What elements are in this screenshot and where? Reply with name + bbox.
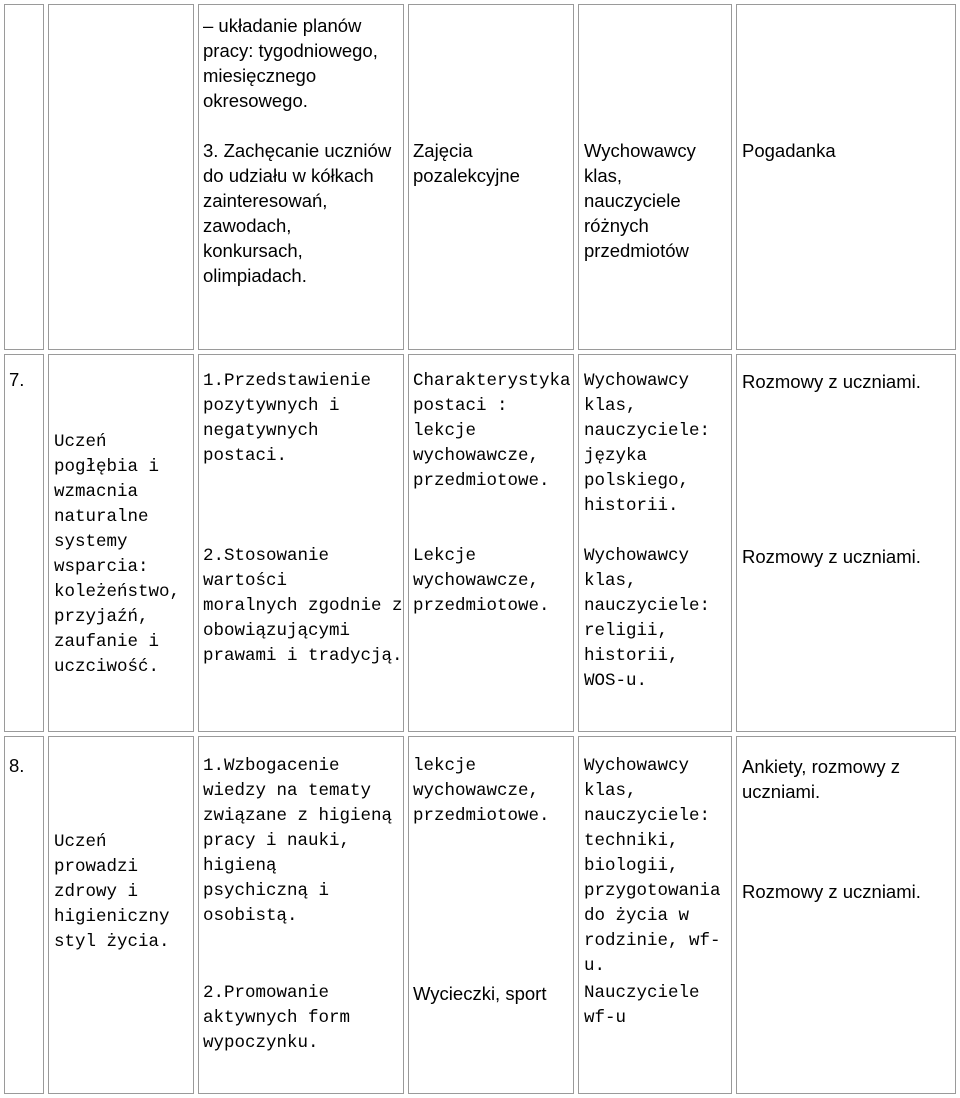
row-a-forms-text: Zajęcia pozalekcyjne (413, 140, 520, 186)
row-7-forms-cell (408, 354, 574, 732)
row-8-form-1: lekcje wychowawcze, przedmiotowe. (413, 756, 550, 826)
row-8-task-1: 1.Wzbogacenie wiedzy na tematy związane z higieną pracy i nauki, higieną psychiczną i osobistą. (203, 756, 393, 926)
row-8-form-2: Wycieczki, sport (413, 983, 547, 1004)
row-7-form-2: Lekcje wychowawcze, przedmiotowe. (413, 546, 550, 616)
row-8-forms-cell (408, 736, 574, 1094)
row-7-goal-cell (48, 354, 194, 732)
row-a-evaluation-cell (736, 4, 956, 350)
row-7-number: 7. (9, 369, 25, 390)
row-7-responsible-cell (578, 354, 732, 732)
row-8-number: 8. (9, 755, 25, 776)
row-a-responsible-cell (578, 4, 732, 350)
row-8-responsible-cell (578, 736, 732, 1094)
row-7-evaluation-cell (736, 354, 956, 732)
row-7-number-cell (4, 354, 44, 732)
row-8-evaluation-2: Rozmowy z uczniami. (742, 881, 921, 902)
row-8-responsible-1: Wychowawcy klas, nauczyciele: techniki, biologii, przygotowania do życia w rodzinie, wf-u. (584, 756, 721, 976)
row-8-goal-cell (48, 736, 194, 1094)
row-7-form-1: Charakterystyka postaci : lekcje wychowawcze, przedmiotowe. (413, 371, 571, 491)
row-8-number-cell (4, 736, 44, 1094)
row-a-evaluation-text: Pogadanka (742, 140, 836, 161)
row-7-goal-text: Uczeń pogłębia i wzmacnia naturalne systemy wsparcia: koleżeństwo, przyjaźń, zaufanie i uczciwość. (54, 432, 181, 677)
row-7-task-1: 1.Przedstawienie pozytywnych i negatywnych postaci. (203, 371, 372, 466)
row-a-tasks-text: – układanie planów pracy: tygodniowego, miesięcznego okresowego. 3. Zachęcanie uczniów do udziału w kółkach zainteresowań, zawodach, konkursach, olimpiadach. (203, 15, 392, 286)
row-7-evaluation-1: Rozmowy z uczniami. (742, 371, 921, 392)
row-a-forms-cell (408, 4, 574, 350)
row-7-tasks-cell (198, 354, 404, 732)
row-8-evaluation-cell (736, 736, 956, 1094)
row-8-tasks-cell (198, 736, 404, 1094)
row-7-responsible-1: Wychowawcy klas, nauczyciele: języka polskiego, historii. (584, 371, 711, 516)
row-8-goal-text: Uczeń prowadzi zdrowy i higieniczny styl życia. (54, 832, 170, 952)
row-a-number-cell (4, 4, 44, 350)
row-7-responsible-2: Wychowawcy klas, nauczyciele: religii, historii, WOS-u. (584, 546, 711, 691)
row-8-evaluation-1: Ankiety, rozmowy z uczniami. (742, 756, 900, 802)
row-a-responsible-text: Wychowawcy klas, nauczyciele różnych przedmiotów (584, 140, 696, 261)
row-a-goal-cell (48, 4, 194, 350)
row-a-tasks-cell (198, 4, 404, 350)
row-7-task-2: 2.Stosowanie wartości moralnych zgodnie z obowiązującymi prawami i tradycją. (203, 546, 403, 666)
row-8-responsible-2: Nauczyciele wf-u (584, 983, 700, 1028)
row-8-task-2: 2.Promowanie aktywnych form wypoczynku. (203, 983, 351, 1053)
row-7-evaluation-2: Rozmowy z uczniami. (742, 546, 921, 567)
